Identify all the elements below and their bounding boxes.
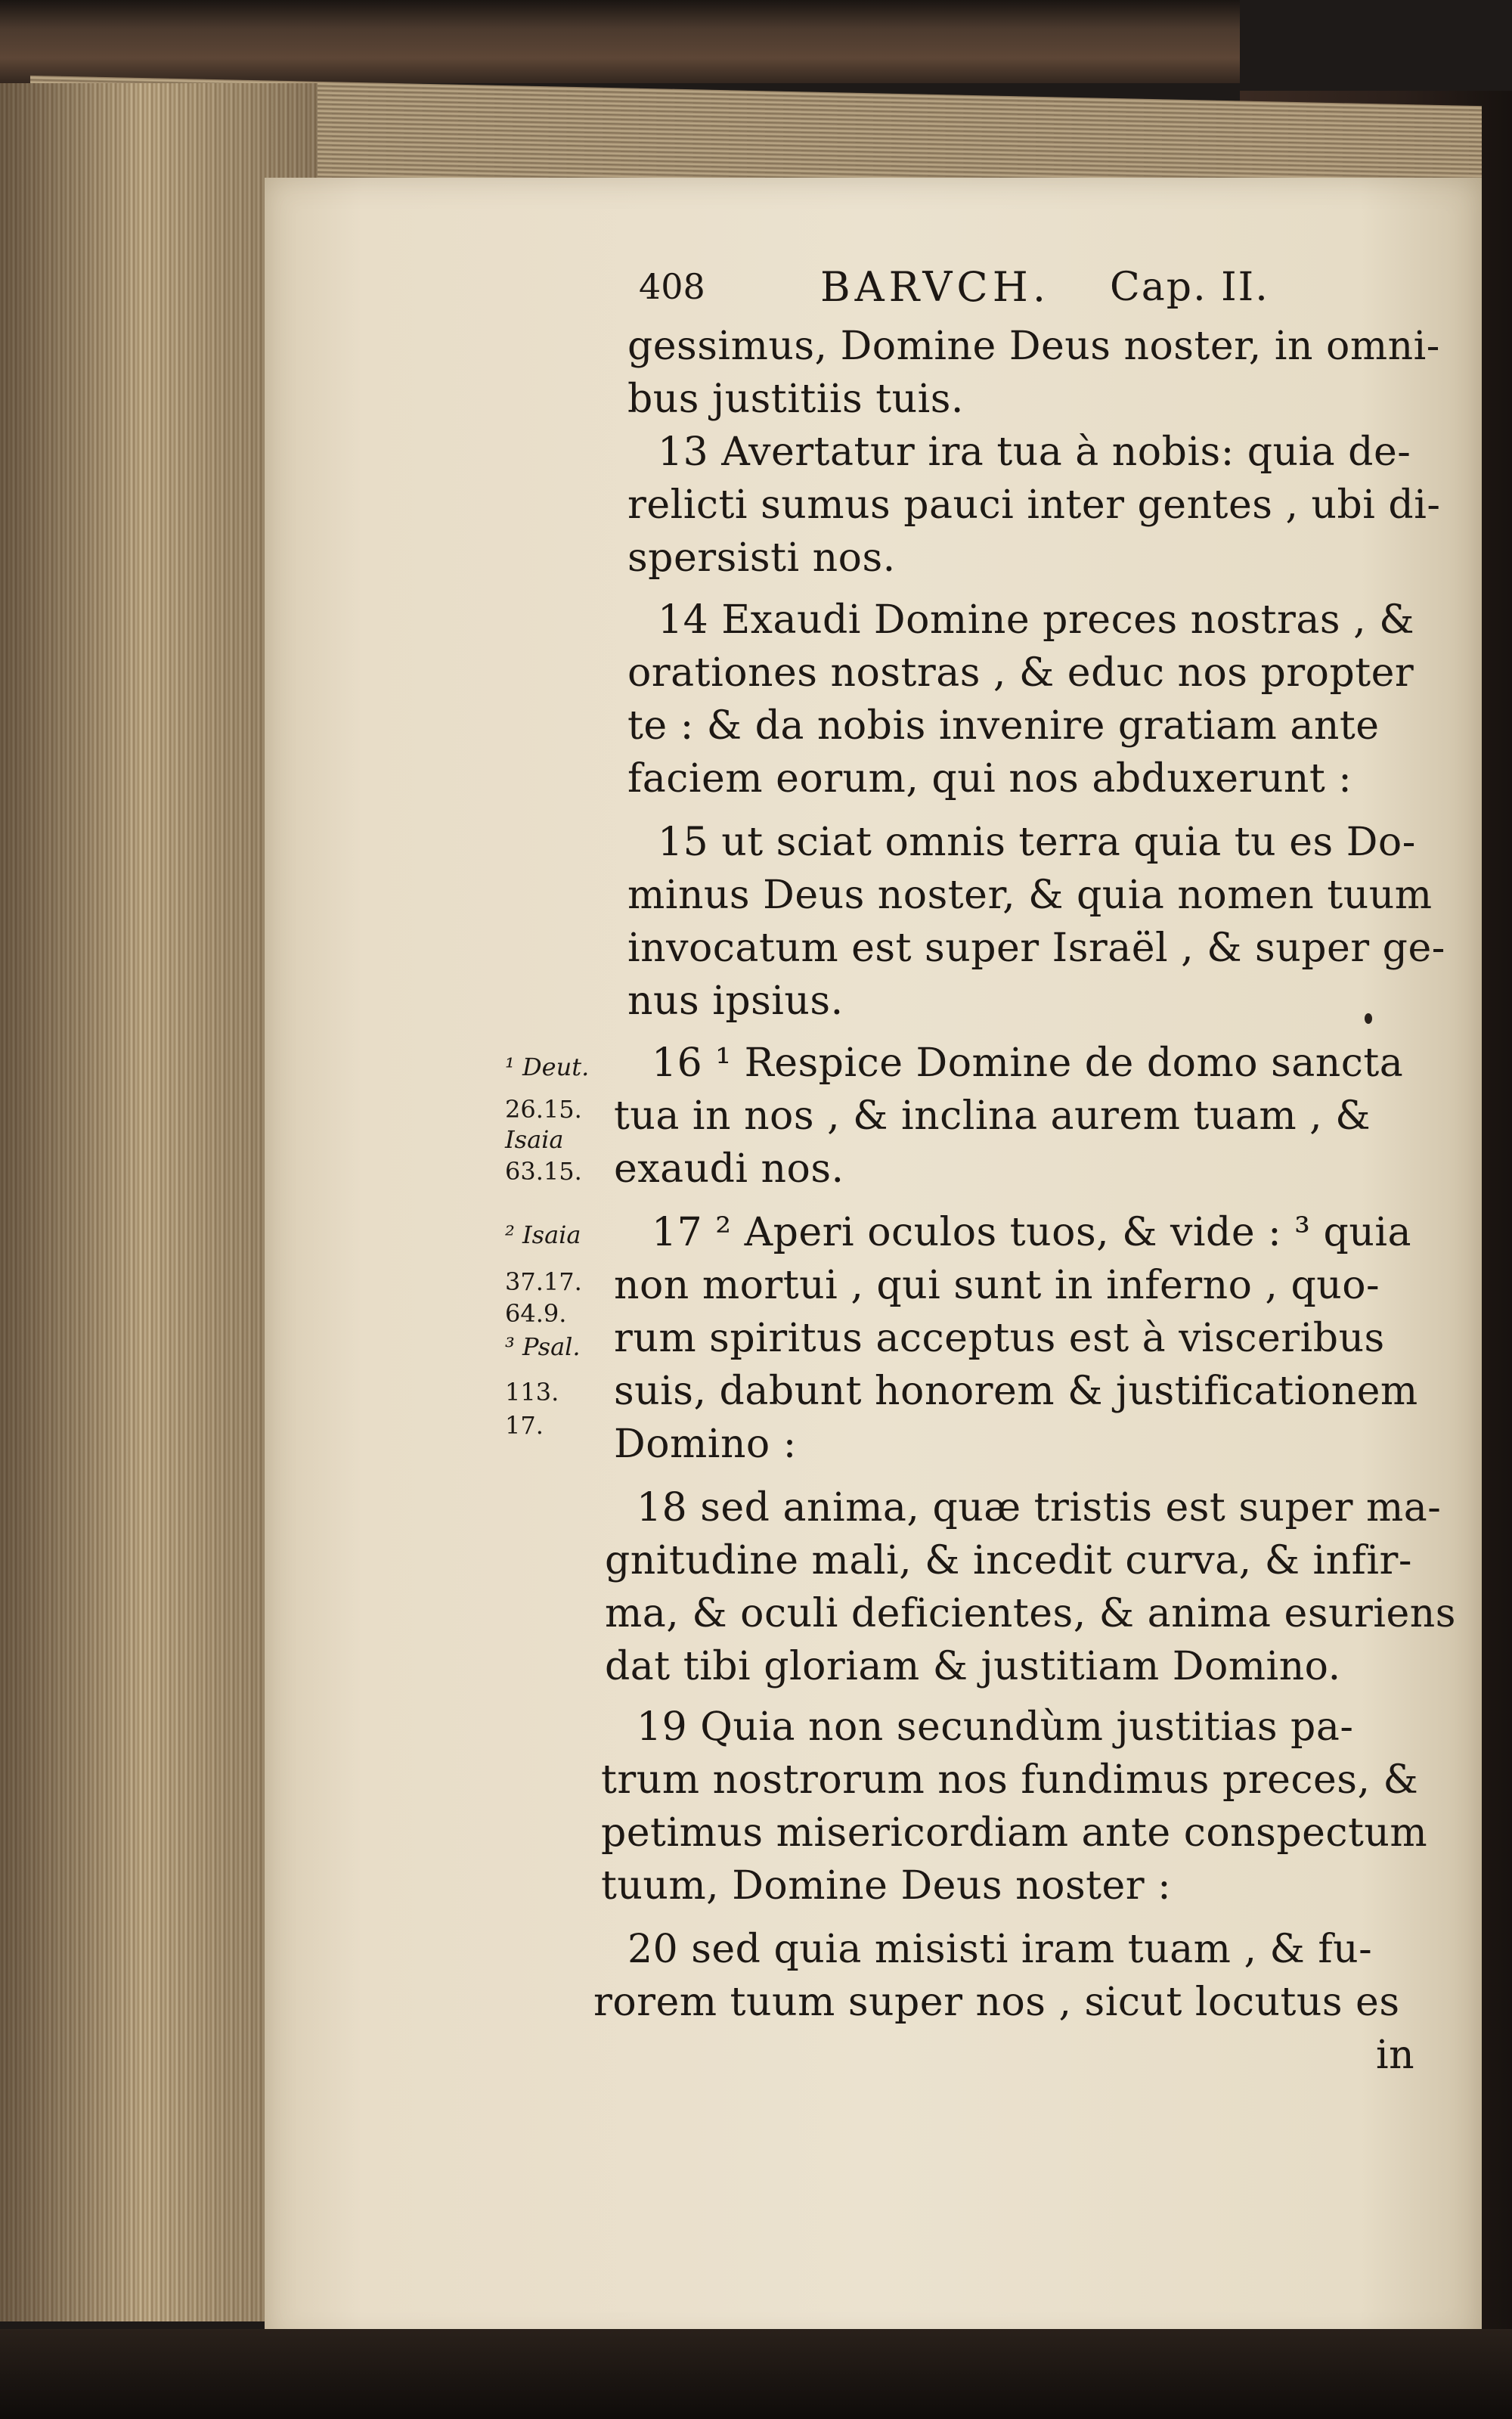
book-title: BARVCH.: [820, 263, 1050, 311]
margin-note: ³ Psal.: [505, 1332, 581, 1361]
text-line: faciem eorum, qui nos abduxerunt :: [627, 756, 1352, 802]
text-line: Domino :: [614, 1422, 797, 1467]
text-line: te : & da nobis invenire gratiam ante: [627, 703, 1380, 749]
margin-note: 17.: [505, 1411, 544, 1440]
ink-dot: [1365, 1013, 1372, 1024]
text-line: tuum, Domine Deus noster :: [601, 1863, 1172, 1909]
margin-note: 37.17.: [505, 1267, 582, 1296]
text-line: non mortui , qui sunt in inferno , quo-: [614, 1263, 1380, 1308]
text-line: trum nostrorum nos fundimus preces, &: [601, 1757, 1419, 1803]
verse-17: 17 ² Aperi oculos tuos, & vide : ³ quia: [652, 1210, 1411, 1255]
text-line: tua in nos , & inclina aurem tuam , &: [614, 1093, 1371, 1139]
text-line: suis, dabunt honorem & justificationem: [614, 1369, 1418, 1414]
text-line: rum spiritus acceptus est à visceribus: [614, 1316, 1385, 1361]
margin-note: 113.: [505, 1378, 559, 1406]
verse-14: 14 Exaudi Domine preces nostras , &: [658, 597, 1414, 643]
margin-note: ² Isaia: [505, 1220, 581, 1249]
verse-19: 19 Quia non secundùm justitias pa-: [637, 1704, 1354, 1750]
text-line: relicti sumus pauci inter gentes , ubi di-: [627, 482, 1441, 528]
page-number: 408: [639, 266, 705, 307]
verse-18: 18 sed anima, quæ tristis est super ma-: [637, 1485, 1442, 1530]
margin-note: ¹ Deut.: [505, 1053, 590, 1081]
text-line: invocatum est super Israël , & super ge-: [627, 926, 1445, 971]
verse-13: 13 Avertatur ira tua à nobis: quia de-: [658, 430, 1411, 475]
text-line: dat tibi gloriam & justitiam Domino.: [605, 1644, 1341, 1689]
text-line: gnitudine mali, & incedit curva, & infir-: [605, 1538, 1412, 1583]
chapter-label: Cap. II.: [1110, 265, 1269, 310]
verse-16: 16 ¹ Respice Domine de domo sancta: [652, 1040, 1404, 1086]
book-top-cover-edge: [0, 0, 1240, 83]
text-line: bus justitiis tuis.: [627, 377, 964, 422]
verse-20: 20 sed quia misisti iram tuam , & fu-: [627, 1927, 1373, 1972]
text-line: minus Deus noster, & quia nomen tuum: [627, 873, 1433, 918]
text-line: orationes nostras , & educ nos propter: [627, 650, 1414, 696]
text-line: ma, & oculi deficientes, & anima esuriens: [605, 1591, 1456, 1636]
verse-15: 15 ut sciat omnis terra quia tu es Do-: [658, 820, 1416, 865]
margin-note: 26.15.: [505, 1095, 582, 1124]
text-line: rorem tuum super nos , sicut locutus es: [593, 1980, 1400, 2025]
background-bottom: [0, 2329, 1512, 2419]
text-line: nus ipsius.: [627, 978, 844, 1024]
margin-note: 63.15.: [505, 1157, 582, 1186]
text-line: exaudi nos.: [614, 1146, 844, 1192]
margin-note: 64.9.: [505, 1299, 567, 1328]
text-line: spersisti nos.: [627, 535, 896, 581]
catchword: in: [1376, 2033, 1415, 2078]
text-line: petimus misericordiam ante conspectum: [601, 1810, 1428, 1856]
margin-note: Isaia: [505, 1125, 564, 1154]
text-line: gessimus, Domine Deus noster, in omni-: [627, 324, 1440, 369]
